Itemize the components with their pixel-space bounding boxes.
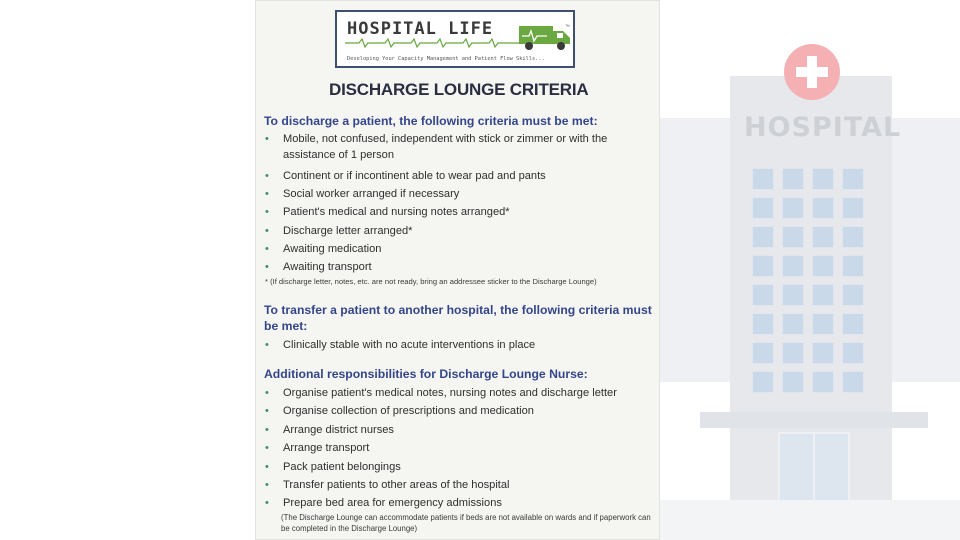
list-item: • Patient's medical and nursing notes arranged* [264, 203, 656, 221]
list-item: • Pack patient belongings [264, 458, 656, 476]
list-item: • Social worker arranged if necessary [264, 185, 656, 203]
list-item: • Organise collection of prescriptions and medication [264, 402, 656, 420]
trademark-symbol: ™ [565, 24, 570, 30]
poster-heading: DISCHARGE LOUNGE CRITERIA [329, 80, 589, 99]
list-item: • Mobile, not confused, independent with stick or zimmer or with the assistance of 1 person [264, 132, 656, 163]
list-item: • Prepare bed area for emergency admissions [264, 494, 656, 512]
discharge-criteria-poster [255, 0, 660, 540]
hospital-sign: HOSPITAL [744, 112, 902, 143]
building-canopy [700, 412, 928, 428]
ambulance-icon [517, 22, 573, 52]
building-door [778, 432, 850, 506]
logo-tagline: Developing Your Capacity Management and Patient Flow Skills... [347, 56, 545, 62]
discharge-criteria-title: To discharge a patient, the following criteria must be met: [264, 114, 598, 128]
lounge-footnote: (The Discharge Lounge can accommodate patients if beds are not available on wards and if paperwork can be completed in the Discharge Lounge) [281, 513, 651, 533]
list-item: • Organise patient's medical notes, nursing notes and discharge letter [264, 384, 656, 402]
discharge-criteria-list [264, 132, 656, 276]
nurse-responsibilities-title: Additional responsibilities for Discharge Lounge Nurse: [264, 367, 588, 381]
heartbeat-line-icon [345, 38, 527, 48]
list-item: • Arrange transport [264, 439, 656, 457]
hospital-life-logo [335, 10, 575, 68]
building-base [660, 500, 960, 540]
building-windows [752, 168, 872, 393]
nurse-responsibilities-list [264, 384, 656, 513]
list-item: • Discharge letter arranged* [264, 222, 656, 240]
logo-title: HOSPITAL LIFE [347, 19, 494, 39]
discharge-footnote: * (If discharge letter, notes, etc. are not ready, bring an addressee sticker to the Discharge Lounge) [265, 277, 597, 286]
list-item: • Awaiting medication [264, 240, 656, 258]
list-item: • Clinically stable with no acute interventions in place [264, 336, 656, 354]
list-item: • Transfer patients to other areas of the hospital [264, 476, 656, 494]
list-item: • Awaiting transport [264, 258, 656, 276]
transfer-criteria-title: To transfer a patient to another hospital, the following criteria must be met: [264, 303, 652, 333]
list-item: • Arrange district nurses [264, 421, 656, 439]
transfer-criteria-list [264, 336, 656, 354]
list-item: • Continent or if incontinent able to wear pad and pants [264, 167, 656, 185]
medical-cross-icon [784, 44, 840, 100]
